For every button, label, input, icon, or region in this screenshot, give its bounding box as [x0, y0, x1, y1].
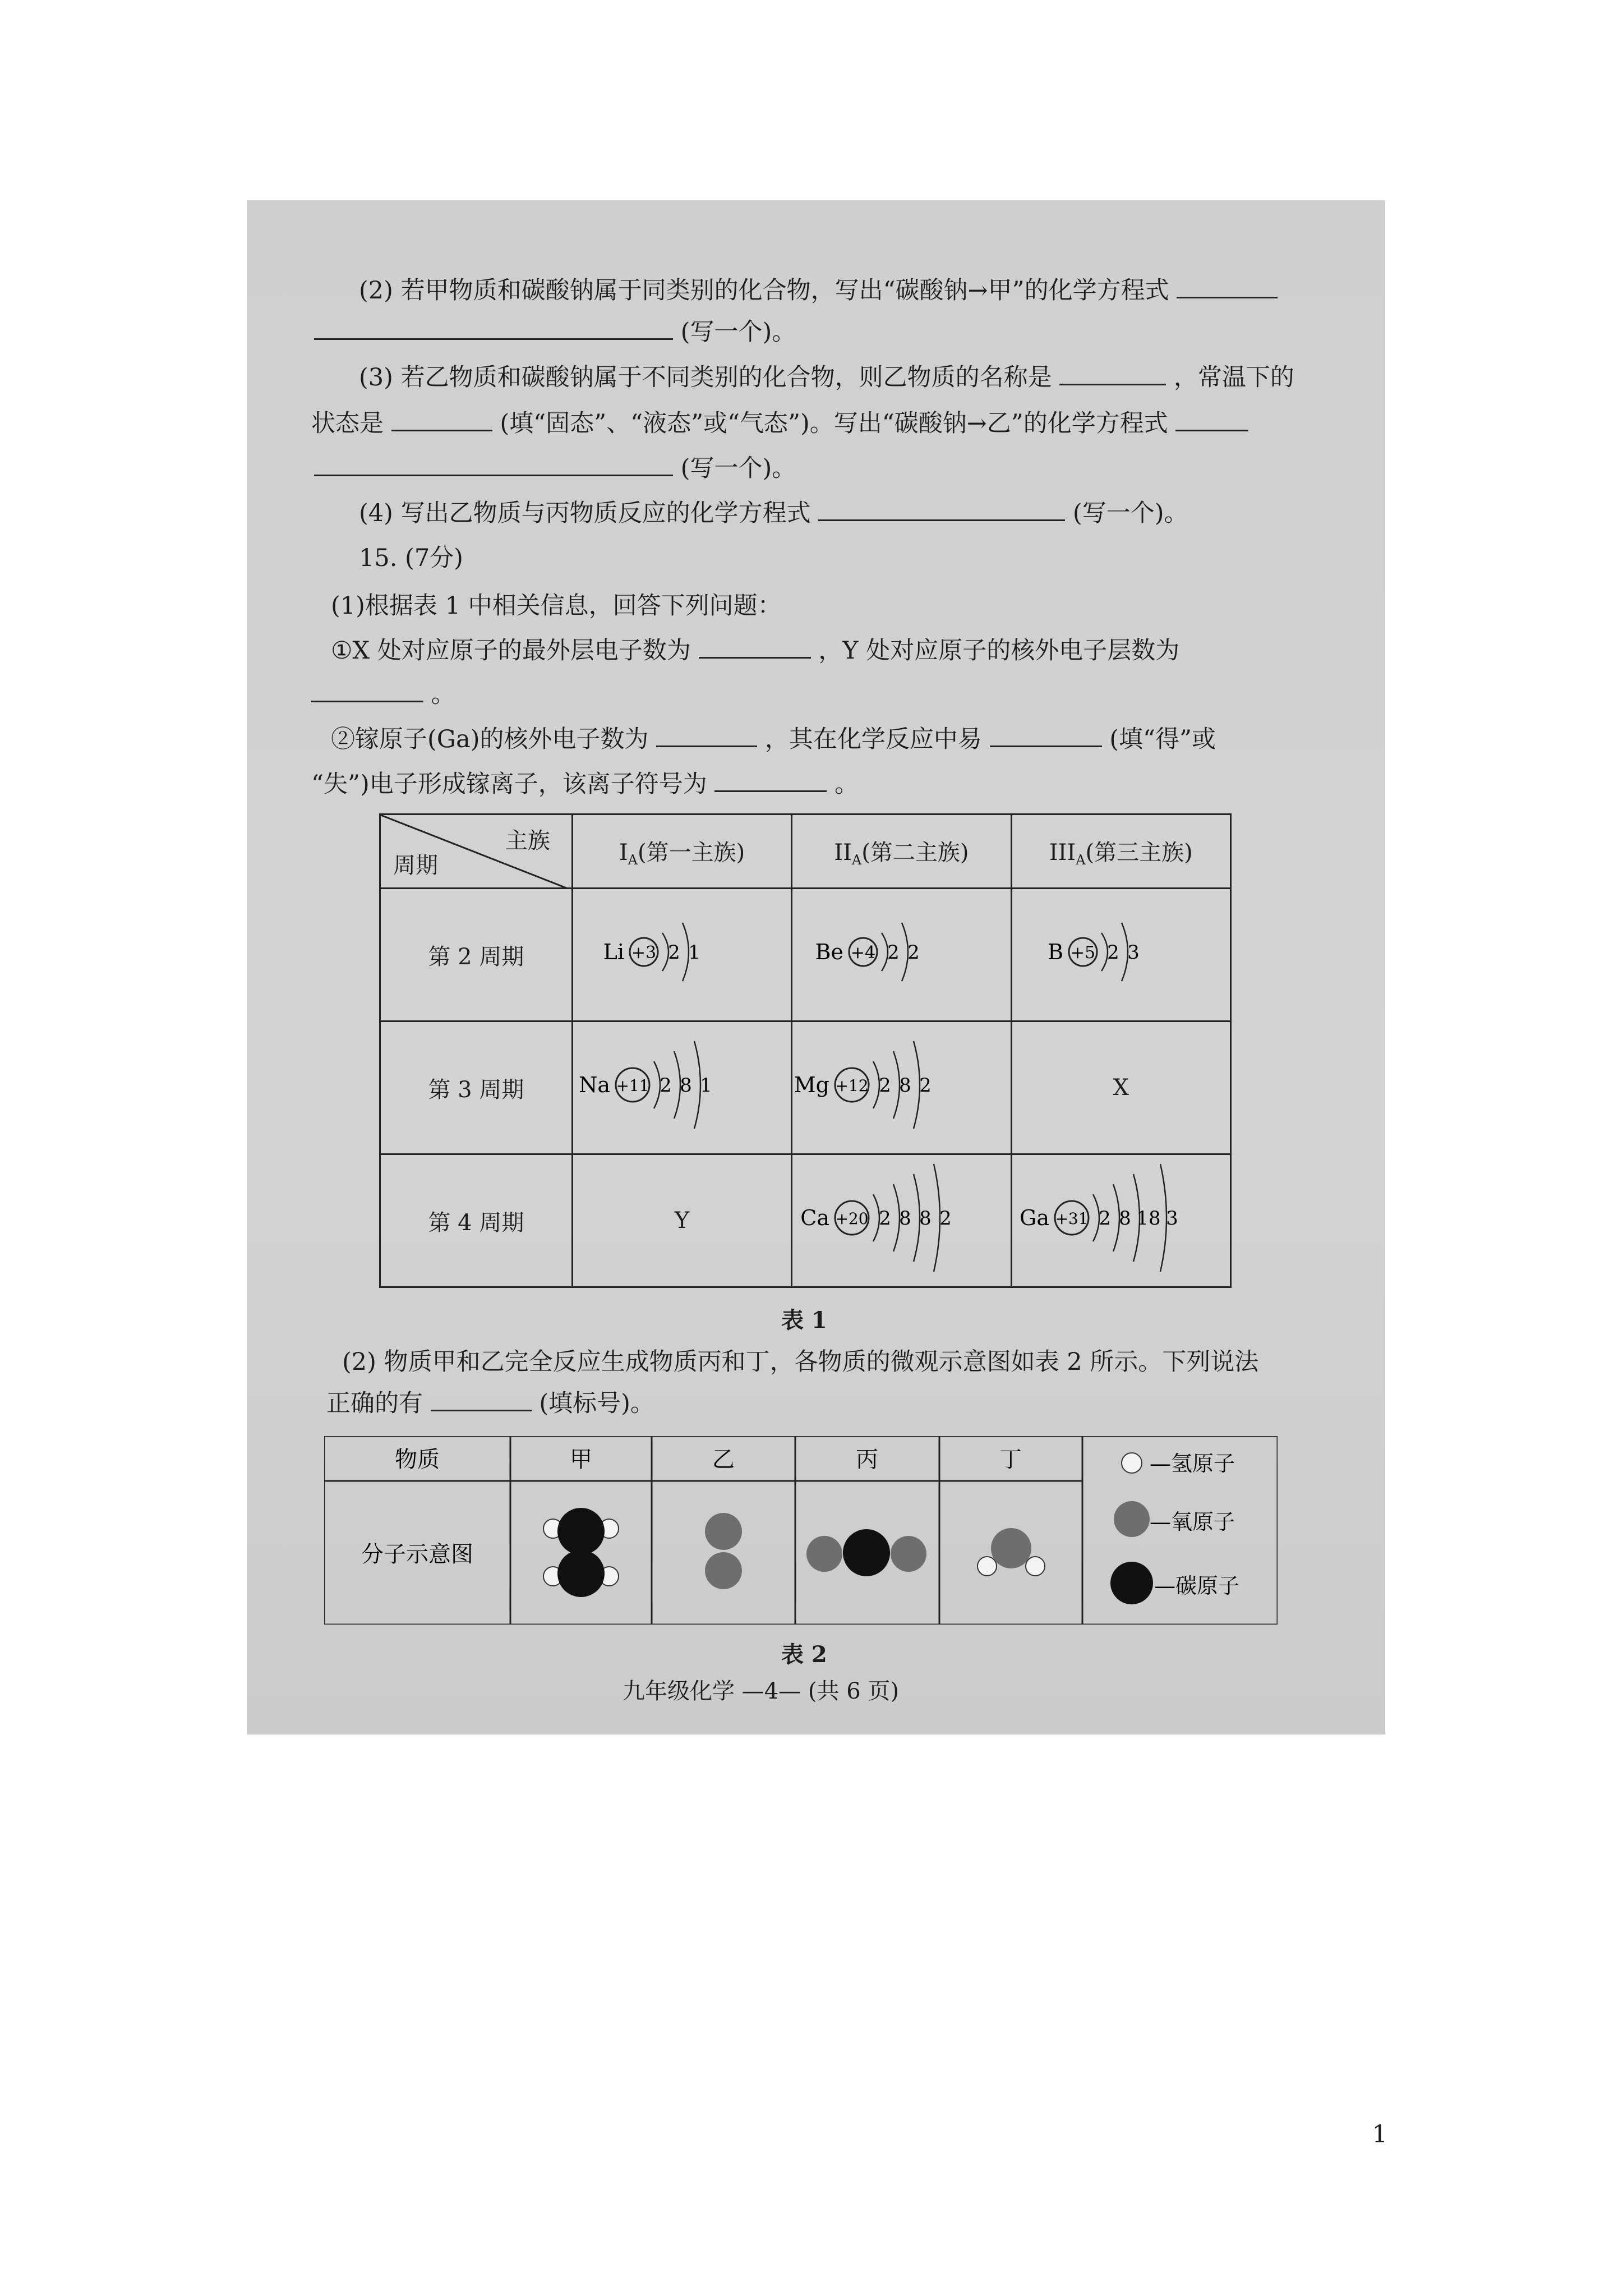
element-symbol: Li [603, 940, 625, 964]
atom-cell [792, 1022, 1011, 1154]
group-header-2 [792, 815, 1011, 889]
shell-electron-count: 8 [899, 1074, 912, 1097]
shell-electron-count: 8 [680, 1074, 692, 1097]
substance-jia: 甲 [570, 1447, 592, 1473]
group-name: (第一主族) [637, 840, 745, 866]
answer-blank [314, 334, 673, 340]
question-a-text-end: ，Y 处对应原子的核外电子层数为 [818, 637, 1180, 665]
unknown-atom-y: Y [572, 1154, 791, 1287]
shell-electron-count: 2 [668, 941, 680, 964]
hydrogen-legend-icon [1122, 1453, 1142, 1473]
nuclear-charge: +3 [631, 943, 657, 963]
atom-structure-diagram [795, 890, 1008, 1014]
question-3-line-2 [311, 407, 1248, 440]
substance-yi: 乙 [712, 1447, 735, 1473]
answer-blank [1175, 425, 1248, 431]
part-1-intro: (1)根据表 1 中相关信息，回答下列问题： [331, 592, 782, 620]
element-symbol: Ca [800, 1205, 830, 1230]
nuclear-charge: +11 [616, 1076, 649, 1095]
nuclear-charge: +5 [1070, 943, 1095, 963]
hydrogen-atom [978, 1557, 997, 1576]
oxygen-atom [705, 1513, 742, 1550]
part-1-question-b [331, 723, 1216, 756]
substance-bing: 丙 [856, 1447, 878, 1473]
group-sub: A [1076, 852, 1086, 868]
atom-structure-diagram [575, 1023, 789, 1147]
shell-electron-count: 8 [1118, 1207, 1131, 1230]
shell-electron-count: 2 [887, 941, 900, 964]
atom-cell [572, 1022, 791, 1154]
shell-electron-count: 1 [688, 941, 700, 964]
group-sub: A [628, 852, 638, 868]
shell-electron-count: 2 [660, 1074, 672, 1097]
group-roman: II [834, 840, 852, 866]
substance-ding: 丁 [999, 1447, 1022, 1473]
group-name: (第二主族) [861, 840, 969, 866]
question-2-line-2 [314, 315, 796, 349]
nuclear-charge: +12 [835, 1076, 869, 1095]
nuclear-charge: +31 [1055, 1209, 1089, 1228]
molecule-yi [705, 1513, 742, 1589]
carbon-atom [557, 1550, 605, 1597]
question-3-line-3 [314, 452, 796, 485]
carbon-atom [843, 1529, 890, 1576]
corner-bottom-label: 周期 [393, 853, 438, 878]
question-3-text-end: ，常温下的 [1173, 364, 1294, 392]
atom-structure-diagram [1015, 890, 1228, 1014]
group-header-3 [1011, 815, 1230, 889]
note-write-one: (写一个)。 [680, 454, 796, 482]
atom-cell [1011, 889, 1230, 1022]
atom-cell [792, 889, 1011, 1022]
corner-top-label: 主族 [505, 828, 550, 854]
group-header-1 [572, 815, 791, 889]
periodic-table-excerpt [379, 813, 1232, 1288]
question-text: 正确的有 [326, 1389, 423, 1418]
question-4-line [359, 496, 1188, 530]
shell-electron-count: 8 [899, 1207, 912, 1230]
legend-oxygen: —氧原子 [1150, 1510, 1235, 1534]
group-sub: A [851, 852, 862, 868]
answer-blank [314, 470, 673, 476]
shell-electron-count: 18 [1136, 1207, 1161, 1230]
answer-blank [714, 786, 827, 792]
question-3-line-1 [359, 361, 1294, 394]
shell-electron-count: 2 [919, 1074, 932, 1097]
state-label: 状态是 [311, 409, 384, 438]
legend-hydrogen: —氢原子 [1150, 1451, 1235, 1476]
element-symbol: Ga [1019, 1205, 1049, 1230]
question-b-text-end: (填“得”或 [1109, 725, 1216, 753]
answer-blank [1059, 379, 1166, 385]
carbon-atom [557, 1508, 605, 1555]
question-4-text: (4) 写出乙物质与丙物质反应的化学方程式 [359, 499, 811, 527]
answer-blank [699, 652, 811, 659]
atom-legend [1110, 1451, 1239, 1604]
atom-cell [792, 1154, 1011, 1287]
molecule-table [324, 1436, 1278, 1625]
element-symbol: Na [579, 1073, 611, 1097]
question-3-instruction: (填“固态”、“液态”或“气态”)。写出“碳酸钠→乙”的化学方程式 [500, 409, 1168, 438]
molecule-ding [978, 1528, 1045, 1576]
answer-blank [311, 696, 423, 702]
question-3-text: (3) 若乙物质和碳酸钠属于不同类别的化合物，则乙物质的名称是 [359, 364, 1052, 392]
period-label: 第 4 周期 [380, 1154, 573, 1287]
question-2-text: (2) 若甲物质和碳酸钠属于同类别的化合物，写出“碳酸钠→甲”的化学方程式 [359, 277, 1169, 305]
page-number: 1 [1372, 2120, 1387, 2148]
answer-blank [656, 741, 757, 747]
oxygen-atom [705, 1552, 742, 1589]
element-symbol: Mg [795, 1073, 830, 1097]
shell-electron-count: 3 [1165, 1207, 1178, 1230]
row-label-molecule: 分子示意图 [361, 1542, 473, 1567]
carbon-legend-icon [1110, 1562, 1153, 1604]
question-b-text-2: “失”)电子形成镓离子，该离子符号为 [311, 770, 707, 798]
nuclear-charge: +20 [835, 1209, 869, 1228]
question-2-line-1 [359, 274, 1278, 307]
header-substance: 物质 [395, 1447, 440, 1473]
shell-electron-count: 2 [879, 1207, 892, 1230]
oxygen-legend-icon [1114, 1501, 1150, 1537]
molecule-bing [806, 1529, 926, 1576]
hydrogen-atom [1026, 1557, 1045, 1576]
atom-structure-diagram [795, 1156, 1008, 1280]
question-a-text: ①X 处对应原子的最外层电子数为 [331, 637, 691, 665]
shell-electron-count: 3 [1127, 941, 1140, 964]
atom-cell [1011, 1154, 1230, 1287]
shell-electron-count: 2 [879, 1074, 892, 1097]
answer-blank [391, 425, 492, 431]
atom-structure-diagram [1015, 1156, 1228, 1280]
note-write-one: (写一个)。 [680, 318, 796, 346]
group-roman: I [619, 840, 628, 866]
oxygen-atom [891, 1536, 926, 1572]
shell-electron-count: 8 [919, 1207, 932, 1230]
part-1-question-a [331, 634, 1179, 668]
atom-structure-diagram [575, 890, 789, 1014]
atom-structure-diagram [795, 1023, 1008, 1147]
part-1-question-b-line-2 [311, 767, 859, 801]
answer-blank [1177, 292, 1278, 298]
fill-in-note: (填标号)。 [539, 1389, 654, 1418]
table-corner-cell [380, 815, 573, 889]
group-roman: III [1049, 840, 1076, 866]
legend-carbon: —碳原子 [1154, 1573, 1240, 1598]
nuclear-charge: +4 [851, 943, 876, 963]
question-2-micro-line-1: (2) 物质甲和乙完全反应生成物质丙和丁，各物质的微观示意图如表 2 所示。下列说法 [342, 1348, 1259, 1376]
shell-electron-count: 2 [1098, 1207, 1111, 1230]
atom-cell [572, 889, 791, 1022]
question-b-text: ②镓原子(Ga)的核外电子数为 [331, 725, 649, 753]
period-label: 第 2 周期 [380, 889, 573, 1022]
molecule-jia [543, 1508, 619, 1597]
oxygen-atom [806, 1536, 842, 1572]
question-b-text-mid: ，其在化学反应中易 [764, 725, 982, 753]
element-symbol: B [1047, 940, 1063, 964]
shell-electron-count: 2 [1106, 941, 1119, 964]
answer-blank [431, 1405, 532, 1411]
note-write-one: (写一个)。 [1072, 499, 1188, 527]
table-2-caption: 表 2 [781, 1641, 827, 1668]
element-symbol: Be [815, 940, 844, 964]
shell-electron-count: 2 [939, 1207, 952, 1230]
oxygen-atom [991, 1528, 1031, 1568]
part-1-question-a-line-2 [311, 678, 455, 711]
shell-electron-count: 1 [700, 1074, 712, 1097]
page-footer: 九年级化学 —4— (共 6 页) [623, 1678, 899, 1704]
question-2-micro-line-2 [326, 1387, 654, 1420]
table-1-caption: 表 1 [781, 1307, 827, 1333]
answer-blank [990, 741, 1102, 747]
period-mark: 。 [834, 770, 859, 798]
shell-electron-count: 2 [907, 941, 920, 964]
answer-blank [818, 515, 1065, 521]
period-label: 第 3 周期 [380, 1022, 573, 1154]
unknown-atom-x: X [1011, 1022, 1230, 1154]
question-15-title: 15. (7分) [359, 544, 463, 572]
group-name: (第三主族) [1085, 840, 1193, 866]
period-mark: 。 [431, 680, 455, 708]
